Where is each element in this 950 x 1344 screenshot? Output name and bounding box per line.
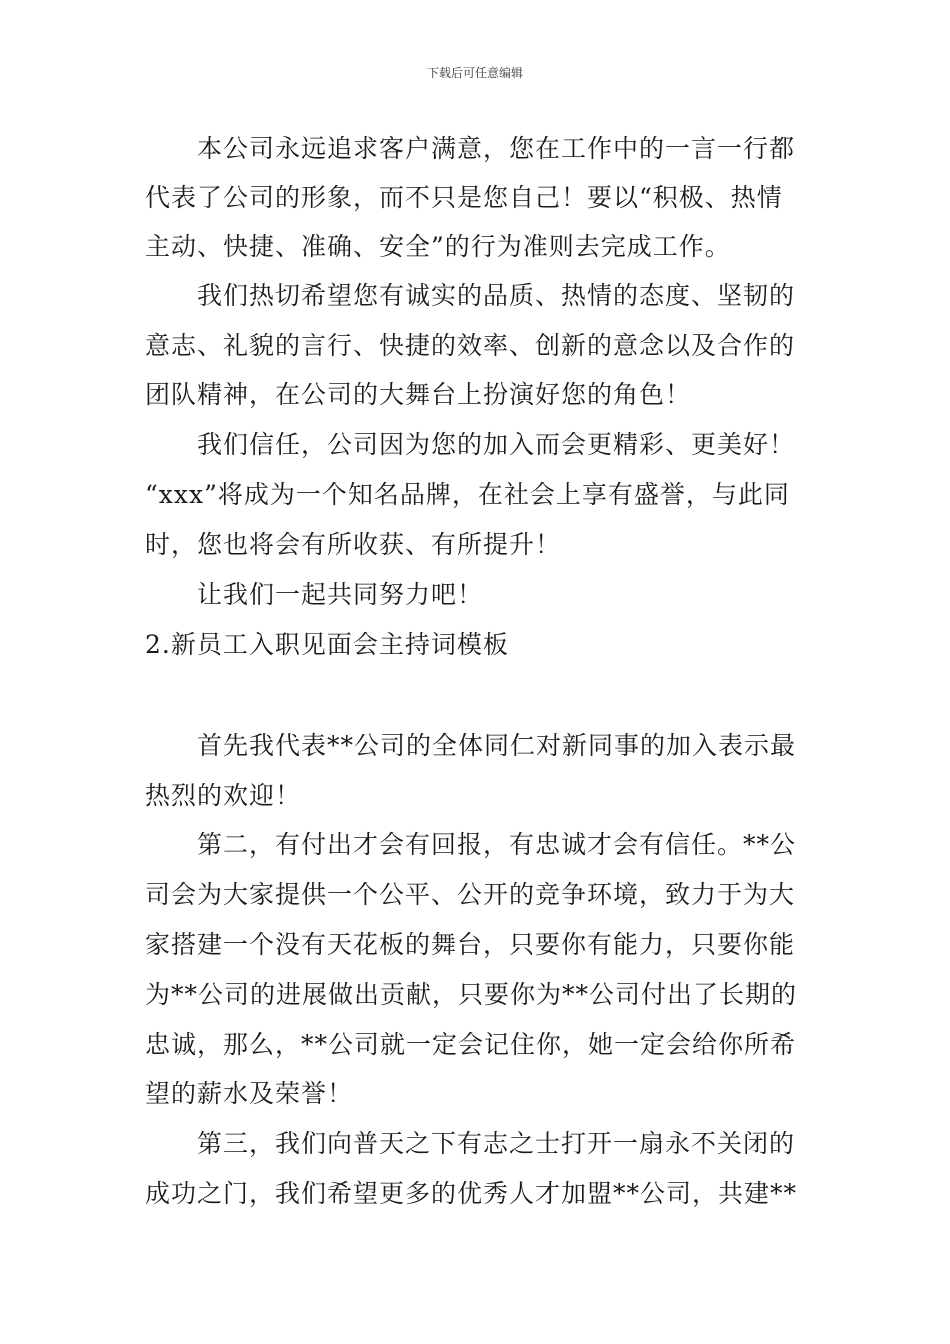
paragraph-line: 忠诚，那么，**公司就一定会记住你，她一定会给你所希 — [145, 1030, 797, 1059]
paragraph-line: 首先我代表**公司的全体同仁对新同事的加入表示最 — [197, 731, 797, 760]
paragraph-line: 司会为大家提供一个公平、公开的竞争环境，致力于为大 — [145, 880, 796, 909]
paragraph-line: 代表了公司的形象，而不只是您自己！要以“积极、热情 — [145, 183, 783, 212]
paragraph-line: 我们信任，公司因为您的加入而会更精彩、更美好！ — [197, 430, 796, 459]
section-heading: 2.新员工入职见面会主持词模板 — [145, 630, 509, 659]
paragraph-line: 主动、快捷、准确、安全”的行为准则去完成工作。 — [145, 232, 731, 261]
paragraph-line: 望的薪水及荣誉！ — [145, 1079, 354, 1108]
page-header: 下载后可任意编辑 — [426, 66, 523, 80]
paragraph-line: 为**公司的进展做出贡献，只要你为**公司付出了长期的 — [145, 980, 798, 1009]
paragraph-line: 让我们一起共同努力吧！ — [197, 580, 484, 609]
paragraph-line: 时，您也将会有所收获、有所提升！ — [145, 530, 562, 559]
paragraph-line: 家搭建一个没有天花板的舞台，只要你有能力，只要你能 — [145, 930, 796, 959]
paragraph-line: 团队精神，在公司的大舞台上扮演好您的角色！ — [145, 380, 692, 409]
paragraph-line: 热烈的欢迎！ — [145, 781, 302, 810]
paragraph-line: 意志、礼貌的言行、快捷的效率、创新的意念以及合作的 — [145, 331, 796, 360]
paragraph-line: 第二，有付出才会有回报，有忠诚才会有信任。**公 — [197, 830, 797, 859]
paragraph-line: 成功之门，我们希望更多的优秀人才加盟**公司，共建** — [145, 1179, 798, 1208]
paragraph-line: 本公司永远追求客户满意，您在工作中的一言一行都 — [197, 134, 796, 163]
paragraph-line: 我们热切希望您有诚实的品质、热情的态度、坚韧的 — [197, 281, 796, 310]
paragraph-line: “xxx”将成为一个知名品牌，在社会上享有盛誉，与此同 — [145, 480, 790, 509]
paragraph-line: 第三，我们向普天之下有志之士打开一扇永不关闭的 — [197, 1129, 796, 1158]
